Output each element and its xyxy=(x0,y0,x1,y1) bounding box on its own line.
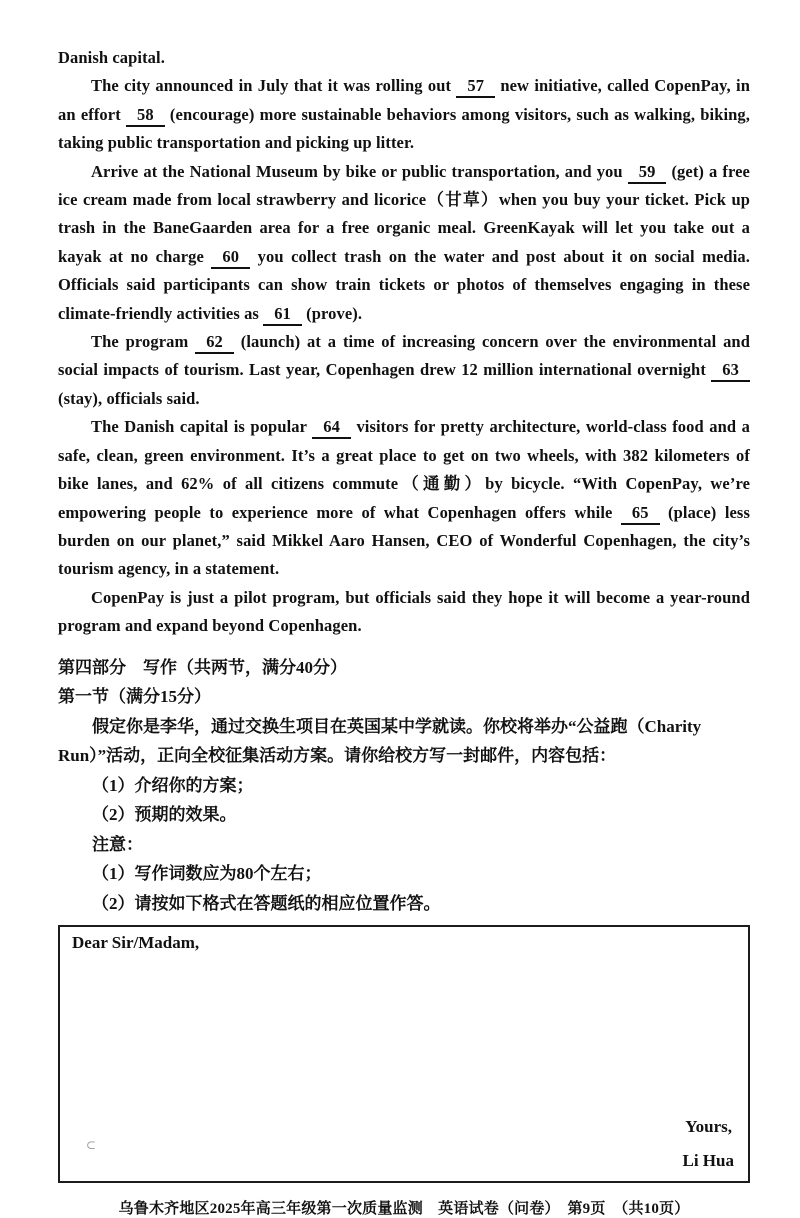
writing-point-1: （1）介绍你的方案； xyxy=(92,775,254,795)
letter-closing: Yours, xyxy=(685,1117,732,1137)
page-footer: 乌鲁木齐地区2025年高三年级第一次质量监测 英语试卷（问卷） 第9页 （共10页） xyxy=(118,1201,690,1218)
blank-57: 57 xyxy=(456,76,495,98)
passage-paragraph: The city announced in July that it was rolling out 57 new initiative, called CopenPay, in an effort 58 (encourage) more sustainable behaviors among visitors, such as walking, biking, taking public transportation and picking up litter. xyxy=(58,76,751,153)
blank-61: 61 xyxy=(263,304,302,326)
blank-63: 63 xyxy=(711,360,750,382)
answer-letter-box xyxy=(58,925,750,1183)
writing-prompt: 假定你是李华，通过交换生项目在英国某中学就读。你校将举办“公益跑（Charity Run）”活动，正向全校征集活动方案。请你给校方写一封邮件，内容包括： xyxy=(58,716,702,766)
writing-section xyxy=(58,653,750,919)
note-2: （2）请按如下格式在答题纸的相应位置作答。 xyxy=(92,893,441,913)
passage-paragraph: CopenPay is just a pilot program, but officials said they hope it will become a year-round program and expand beyond Copenhagen. xyxy=(58,587,750,636)
blank-58: 58 xyxy=(126,105,165,127)
blank-62: 62 xyxy=(195,332,234,354)
scan-mark: ⊂ xyxy=(86,1138,97,1153)
passage-paragraph: Arrive at the National Museum by bike or public transportation, and you 59 (get) a free ice cream made from local strawberry and licorice（甘草）when you buy your ticket. Pick up trash in the BaneGaarden area for a free organic meal. GreenKayak will let you take out a kayak at no charge 60 you collect trash on the water and post about it on social media. Officials said participants can show train tickets or photos of themselves engaging in these climate-friendly activities as 61 (prove). xyxy=(58,158,750,328)
blank-64: 64 xyxy=(312,417,351,439)
passage-paragraph: The Danish capital is popular 64 visitors for pretty architecture, world-class food and a safe, clean, green environment. It’s a great place to get on two wheels, with 382 kilometers of bike lanes, and 62% of all citizens commute（通勤）by bicycle. “With CopenPay, we’re empowering people to experience more of what Copenhagen offers while 65 (place) less burden on our planet,” said Mikkel Aaro Hansen, CEO of Wonderful Copenhagen, the city’s tourism agency, in a statement. xyxy=(58,417,750,579)
note-label: 注意： xyxy=(92,834,143,854)
section-heading: 第一节（满分15分） xyxy=(58,687,211,707)
letter-signature: Li Hua xyxy=(682,1151,734,1171)
part-heading: 第四部分 写作（共两节，满分40分） xyxy=(58,657,347,677)
blank-60: 60 xyxy=(211,247,250,269)
blank-65: 65 xyxy=(621,503,660,525)
letter-salutation: Dear Sir/Madam, xyxy=(72,933,200,953)
blank-59: 59 xyxy=(628,162,667,184)
passage-paragraph: Danish capital. xyxy=(58,48,165,67)
passage xyxy=(58,44,750,641)
passage-paragraph: The program 62 (launch) at a time of increasing concern over the environmental and social impacts of tourism. Last year, Copenhagen drew 12 million international overnight 63 (stay), officials said. xyxy=(58,332,750,408)
note-1: （1）写作词数应为80个左右； xyxy=(92,864,322,884)
writing-point-2: （2）预期的效果。 xyxy=(92,805,237,825)
